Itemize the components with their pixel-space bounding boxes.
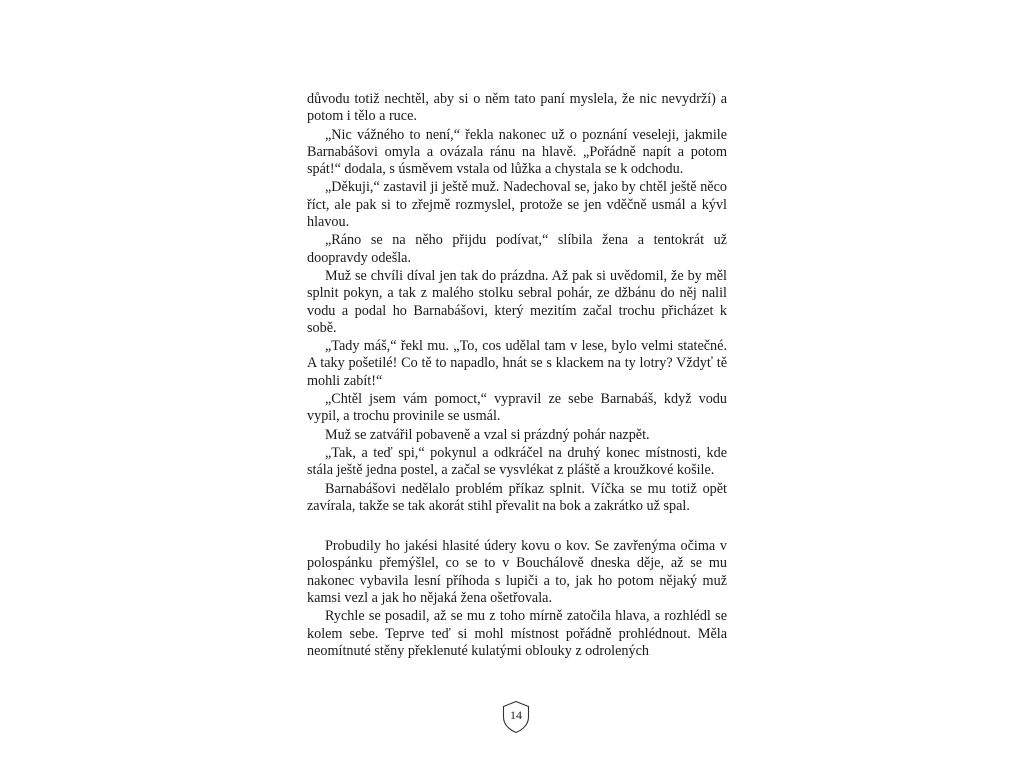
- paragraph: Rychle se posadil, až se mu z toho mírně zatočila hlava, a rozhlédl se kolem sebe. Teprve teď si mohl místnost pořádně prohlédnout. Měla neomítnuté stěny překlenuté kulatými oblouky z odrolených: [307, 608, 727, 659]
- paragraph: Muž se zatvářil pobaveně a vzal si prázdný pohár nazpět.: [325, 426, 650, 443]
- page-number: 14: [510, 708, 522, 722]
- paragraph: „Tak, a teď spi,“ pokynul a odkráčel na druhý konec místnosti, kde stála ještě jedna postel, a začal se vysvlékat z pláště a kroužkové košile.: [307, 444, 727, 479]
- paragraph: „Tady máš,“ řekl mu. „To, cos udělal tam v lese, bylo velmi statečné. A taky pošetilé! Co tě to napadlo, hnát se s klackem na ty lotry? Vždyť tě mohli zabít!“: [307, 338, 727, 389]
- paragraph: Barnabášovi nedělalo problém příkaz splnit. Víčka se mu totiž opět zavírala, takže se tak akorát stihl převalit na bok a zakrátko už spal.: [307, 480, 727, 514]
- paragraph: „Nic vážného to není,“ řekla nakonec už o poznání veseleji, jakmile Barnabášovi omyla a ovázala ránu na hlavě. „Pořádně napít a potom spát!“ dodala, s úsměvem vstala od lůžka a chystala se k odchodu.: [307, 126, 727, 178]
- paragraph: Muž se chvíli díval jen tak do prázdna. Až pak si uvědomil, že by měl splnit pokyn, a tak z malého stolku sebral pohár, ze džbánu do něj nalil vodu a podal ho Barnabášovi, který mezitím začal trochu přicházet k sobě.: [307, 267, 727, 336]
- page-body: [307, 91, 727, 661]
- paragraph: „Chtěl jsem vám pomoct,“ vypravil ze sebe Barnabáš, když vodu vypil, a trochu provinile se usmál.: [307, 391, 727, 425]
- paragraph: Probudily ho jakési hlasité údery kovu o kov. Se zavřenýma očima v polospánku přemýšlel, co se to v Bouchálově dneska děje, až se mu nakonec vybavila lesní příhoda s lupiči a to, jak ho potom nějaký muž kamsi vezl a jak ho nějaká žena ošetřovala.: [307, 538, 727, 607]
- paragraph: „Ráno se na něho přijdu podívat,“ slíbila žena a tentokrát už doopravdy odešla.: [307, 232, 727, 266]
- page-number-badge: [501, 700, 531, 734]
- paragraph: důvodu totiž nechtěl, aby si o něm tato paní myslela, že nic nevydrží) a potom i tělo a ruce.: [307, 91, 727, 125]
- paragraph: „Děkuji,“ zastavil ji ještě muž. Nadechoval se, jako by chtěl ještě něco říct, ale pak si to zřejmě rozmyslel, protože se jen vděčně usmál a kývl hlavou.: [307, 179, 727, 231]
- section-break: [307, 516, 727, 538]
